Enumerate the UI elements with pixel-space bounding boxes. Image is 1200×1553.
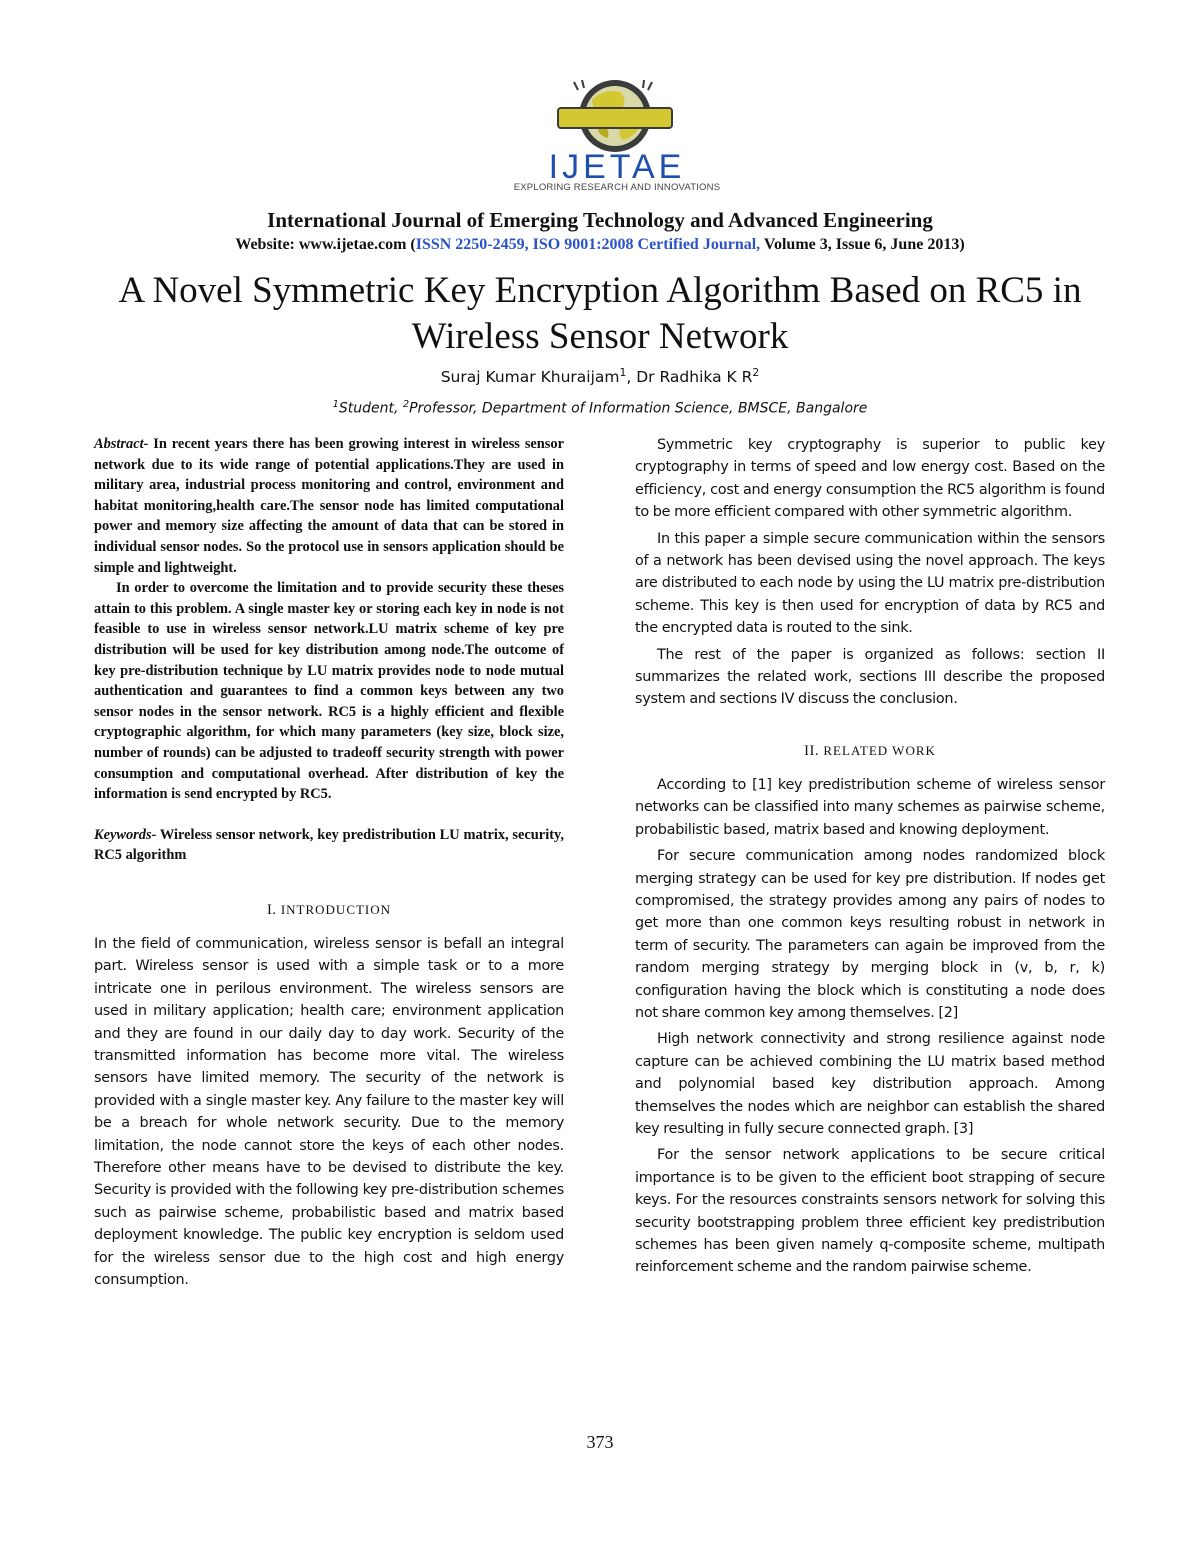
related-number: II. xyxy=(804,742,824,759)
website-issn: ISSN 2250-2459, ISO 9001:2008 Certified Journal, xyxy=(415,236,761,253)
author-line xyxy=(0,366,1200,386)
logo-wordmark: IJETAE xyxy=(548,148,686,186)
section-heading-related-work xyxy=(635,743,1105,760)
keywords-label: Keywords- xyxy=(94,826,157,843)
intro-paragraph-2: Symmetric key cryptography is superior to public key cryptography in terms of speed and low energy cost. Based on the efficiency, cost and energy consumption the RC5 algorithm is found to be more efficient compared with other symmetric algorithm. xyxy=(635,437,1105,521)
author-1-sup: 1 xyxy=(619,366,627,379)
intro-paragraph-1: In the field of communication, wireless sensor is befall an integral part. Wireless sensor is used with a simple task or to a more intricate one in perilous environment. The wireless sensors are used in military application; health care; environment application and they are found in our daily day to day work. Security of the transmitted information has become more vital. The wireless sensors have limited memory. The security of the network is provided with a single master key. Any failure to the master key will be a breach for whole network security. Due to the memory limitation, the node cannot store the keys of each other nodes. Therefore other means have to be devised to distribute the key. Security is provided with the following key pre-distribution schemes such as pairwise scheme, probabilistic based and matrix based deployment knowledge. The public key encryption is seldom used for the wireless sensor due to the high cost and high energy consumption. xyxy=(94,935,564,1288)
related-work-body xyxy=(635,774,1105,1279)
logo-tagline: EXPLORING RESEARCH AND INNOVATIONS xyxy=(513,182,721,193)
journal-logo xyxy=(512,78,722,196)
intro-paragraph-3: In this paper a simple secure communication within the sensors of a network has been devised using the novel approach. The keys are distributed to each node by using the LU matrix pre-distribution scheme. This key is then used for encryption of data by RC5 and the encrypted data is routed to the sink. xyxy=(635,530,1105,637)
introduction-continued xyxy=(635,434,1105,711)
keywords xyxy=(94,825,564,866)
abstract xyxy=(94,434,564,805)
related-title: RELATED WORK xyxy=(823,742,936,758)
author-2: , Dr Radhika K R xyxy=(626,368,753,387)
right-column xyxy=(635,434,1105,1279)
intro-title: INTRODUCTION xyxy=(280,901,392,917)
related-paragraph-2: For secure communication among nodes randomized block merging strategy can be used for key pre distribution. If nodes get compromised, the strategy provides among any pairs of nodes to get more than one common keys resulting robust in network in term of security. The parameters can again be improved from the random merging strategy by merging block in (v, b, r, k) configuration having the block which is constituting a node does not share common key among themselves. [2] xyxy=(635,848,1105,1021)
journal-website-line xyxy=(0,236,1200,254)
related-paragraph-1: According to [1] key predistribution scheme of wireless sensor networks can be classified into many schemes as pairwise scheme, probabilistic based, matrix based and knowing deployment. xyxy=(635,776,1105,838)
affil-sup-2: 2 xyxy=(402,399,410,410)
affil-sup-1: 1 xyxy=(332,399,339,410)
abstract-paragraph-1 xyxy=(94,434,564,578)
related-paragraph-4: For the sensor network applications to be secure critical importance is to be given to the efficient boot strapping of secure keys. For the resources constraints sensors network for solving this security bootstrapping problem three efficient key predistribution schemes has been given namely q-composite scheme, multipath reinforcement scheme and the random pairwise scheme. xyxy=(635,1147,1105,1276)
keywords-text: Wireless sensor network, key predistribution LU matrix, security, RC5 algorithm xyxy=(94,826,564,864)
website-prefix: Website: www.ijetae.com ( xyxy=(235,236,416,253)
left-column xyxy=(94,434,564,1291)
intro-paragraph-4: The rest of the paper is organized as follows: section II summarizes the related work, sections III describe the proposed system and sections IV discuss the conclusion. xyxy=(635,646,1105,708)
intro-number: I. xyxy=(266,901,281,918)
affiliation-line xyxy=(0,399,1200,417)
paper-title: A Novel Symmetric Key Encryption Algorithm Based on RC5 in Wireless Sensor Network xyxy=(118,270,1082,357)
journal-name: International Journal of Emerging Technology and Advanced Engineering xyxy=(267,208,933,232)
abstract-label: Abstract- xyxy=(94,436,149,452)
affil-rest: Professor, Department of Information Science, BMSCE, Bangalore xyxy=(409,400,868,417)
website-suffix: Volume 3, Issue 6, June 2013) xyxy=(760,236,965,253)
related-paragraph-3: High network connectivity and strong resilience against node capture can be achieved combining the LU matrix based method and polynomial based key distribution approach. Among themselves the nodes which are neighbor can establish the shared key resulting in fully secure connected graph. [3] xyxy=(635,1031,1105,1137)
affil-student: Student, xyxy=(338,400,403,417)
page-number: 373 xyxy=(586,1432,614,1452)
author-2-sup: 2 xyxy=(752,366,760,379)
abstract-text-1: In recent years there has been growing interest in wireless sensor network due to its wide range of potential applications.They are used in military area, industrial process monitoring and control, environment and habitat monitoring,health care.The sensor node has limited computational power and memory size affecting the amount of data that can be stored in individual sensor nodes. So the protocol use in sensors application should be simple and lightweight. xyxy=(94,436,564,576)
globe-icon xyxy=(512,78,722,158)
abstract-paragraph-2: In order to overcome the limitation and to provide security these theses attain to this problem. A single master key or storing each key in node is not feasible to use in wireless sensor network.LU matrix scheme of key pre distribution will be used for key distribution among node.The outcome of key pre-distribution technique by LU matrix provides node to node mutual authentication and guarantees to find a common keys between any two sensor nodes in the sensor network. RC5 is a highly efficient and flexible cryptographic algorithm, for which many parameters (key size, block size, number of rounds) can be adjusted to tradeoff security strength with power consumption and computational overhead. After distribution of key the information is send encrypted by RC5. xyxy=(94,580,564,803)
introduction-body xyxy=(94,933,564,1292)
section-heading-introduction xyxy=(94,902,564,919)
author-1: Suraj Kumar Khuraijam xyxy=(440,368,620,387)
